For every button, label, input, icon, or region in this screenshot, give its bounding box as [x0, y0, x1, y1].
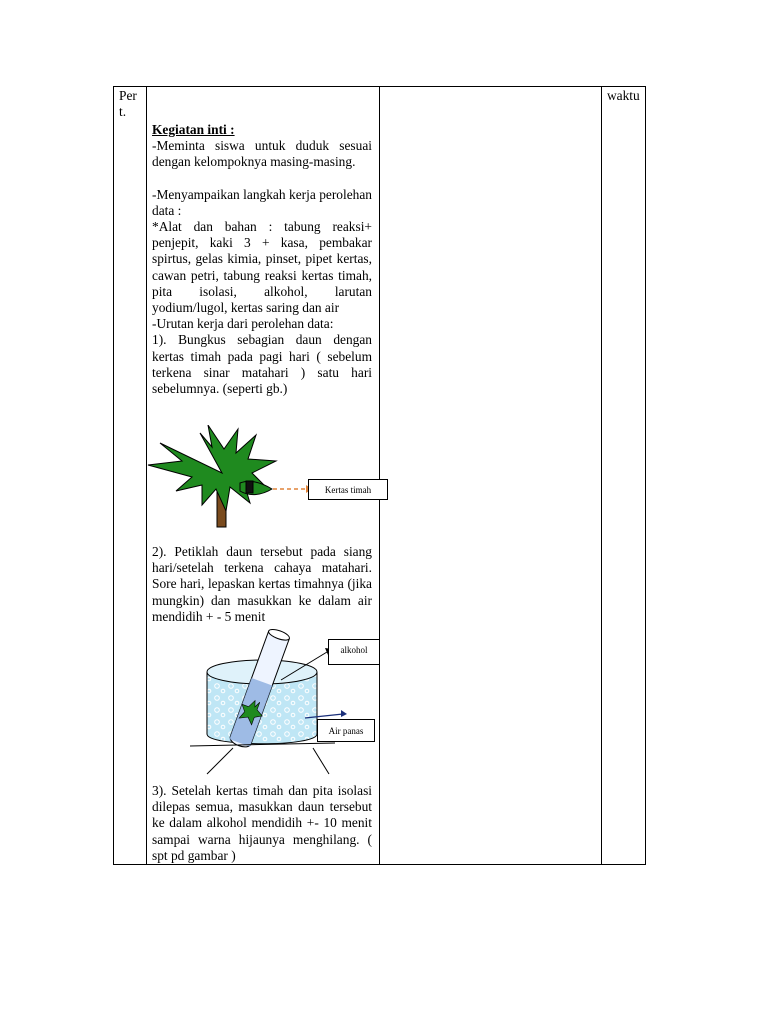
- label-alkohol: alkohol: [328, 639, 380, 665]
- paragraph-instruction: -Meminta siswa untuk duduk sesuai dengan kelompoknya masing-masing.: [152, 138, 372, 170]
- activity-title: Kegiatan inti :: [152, 122, 235, 137]
- header-pertemuan: Pert.: [119, 88, 137, 119]
- header-waktu: waktu: [607, 88, 640, 103]
- step-3: 3). Setelah kertas timah dan pita isolasi dilepas semua, masukkan daun tersebut ke dalam alkohol mendidih +- 10 menit sampai warna hijaunya menghilang. ( spt pd gambar ): [152, 783, 372, 863]
- label-kertas-timah: Kertas timah: [308, 479, 388, 500]
- paragraph-materials: *Alat dan bahan : tabung reaksi+ penjepit, kaki 3 + kasa, pembakar spirtus, gelas kimia, pinset, pipet kertas, cawan petri, tabung reaksi kertas timah, pita isolasi, alkohol, larutan yodium/lugol, kertas saring dan air: [152, 219, 372, 316]
- foil-wrap: [246, 481, 253, 493]
- step-1: 1). Bungkus sebagian daun dengan kertas timah pada pagi hari ( sebelum terkena sinar matahari ) satu hari sebelumnya. (seperti gb.): [152, 332, 372, 397]
- paragraph-order: -Urutan kerja dari perolehan data:: [152, 316, 334, 332]
- step-2: 2). Petiklah daun tersebut pada siang hari/setelah terkena cahaya matahari. Sore hari, lepaskan kertas timahnya (jika mungkin) dan masukkan ke dalam air mendidih + - 5 menit: [152, 544, 372, 624]
- label-air-panas: Air panas: [317, 719, 375, 742]
- activity-column: [152, 122, 372, 397]
- paragraph-steps-intro: -Menyampaikan langkah kerja perolehan data :: [152, 186, 372, 218]
- plant-leaves: [148, 425, 276, 511]
- column-divider: [601, 86, 602, 865]
